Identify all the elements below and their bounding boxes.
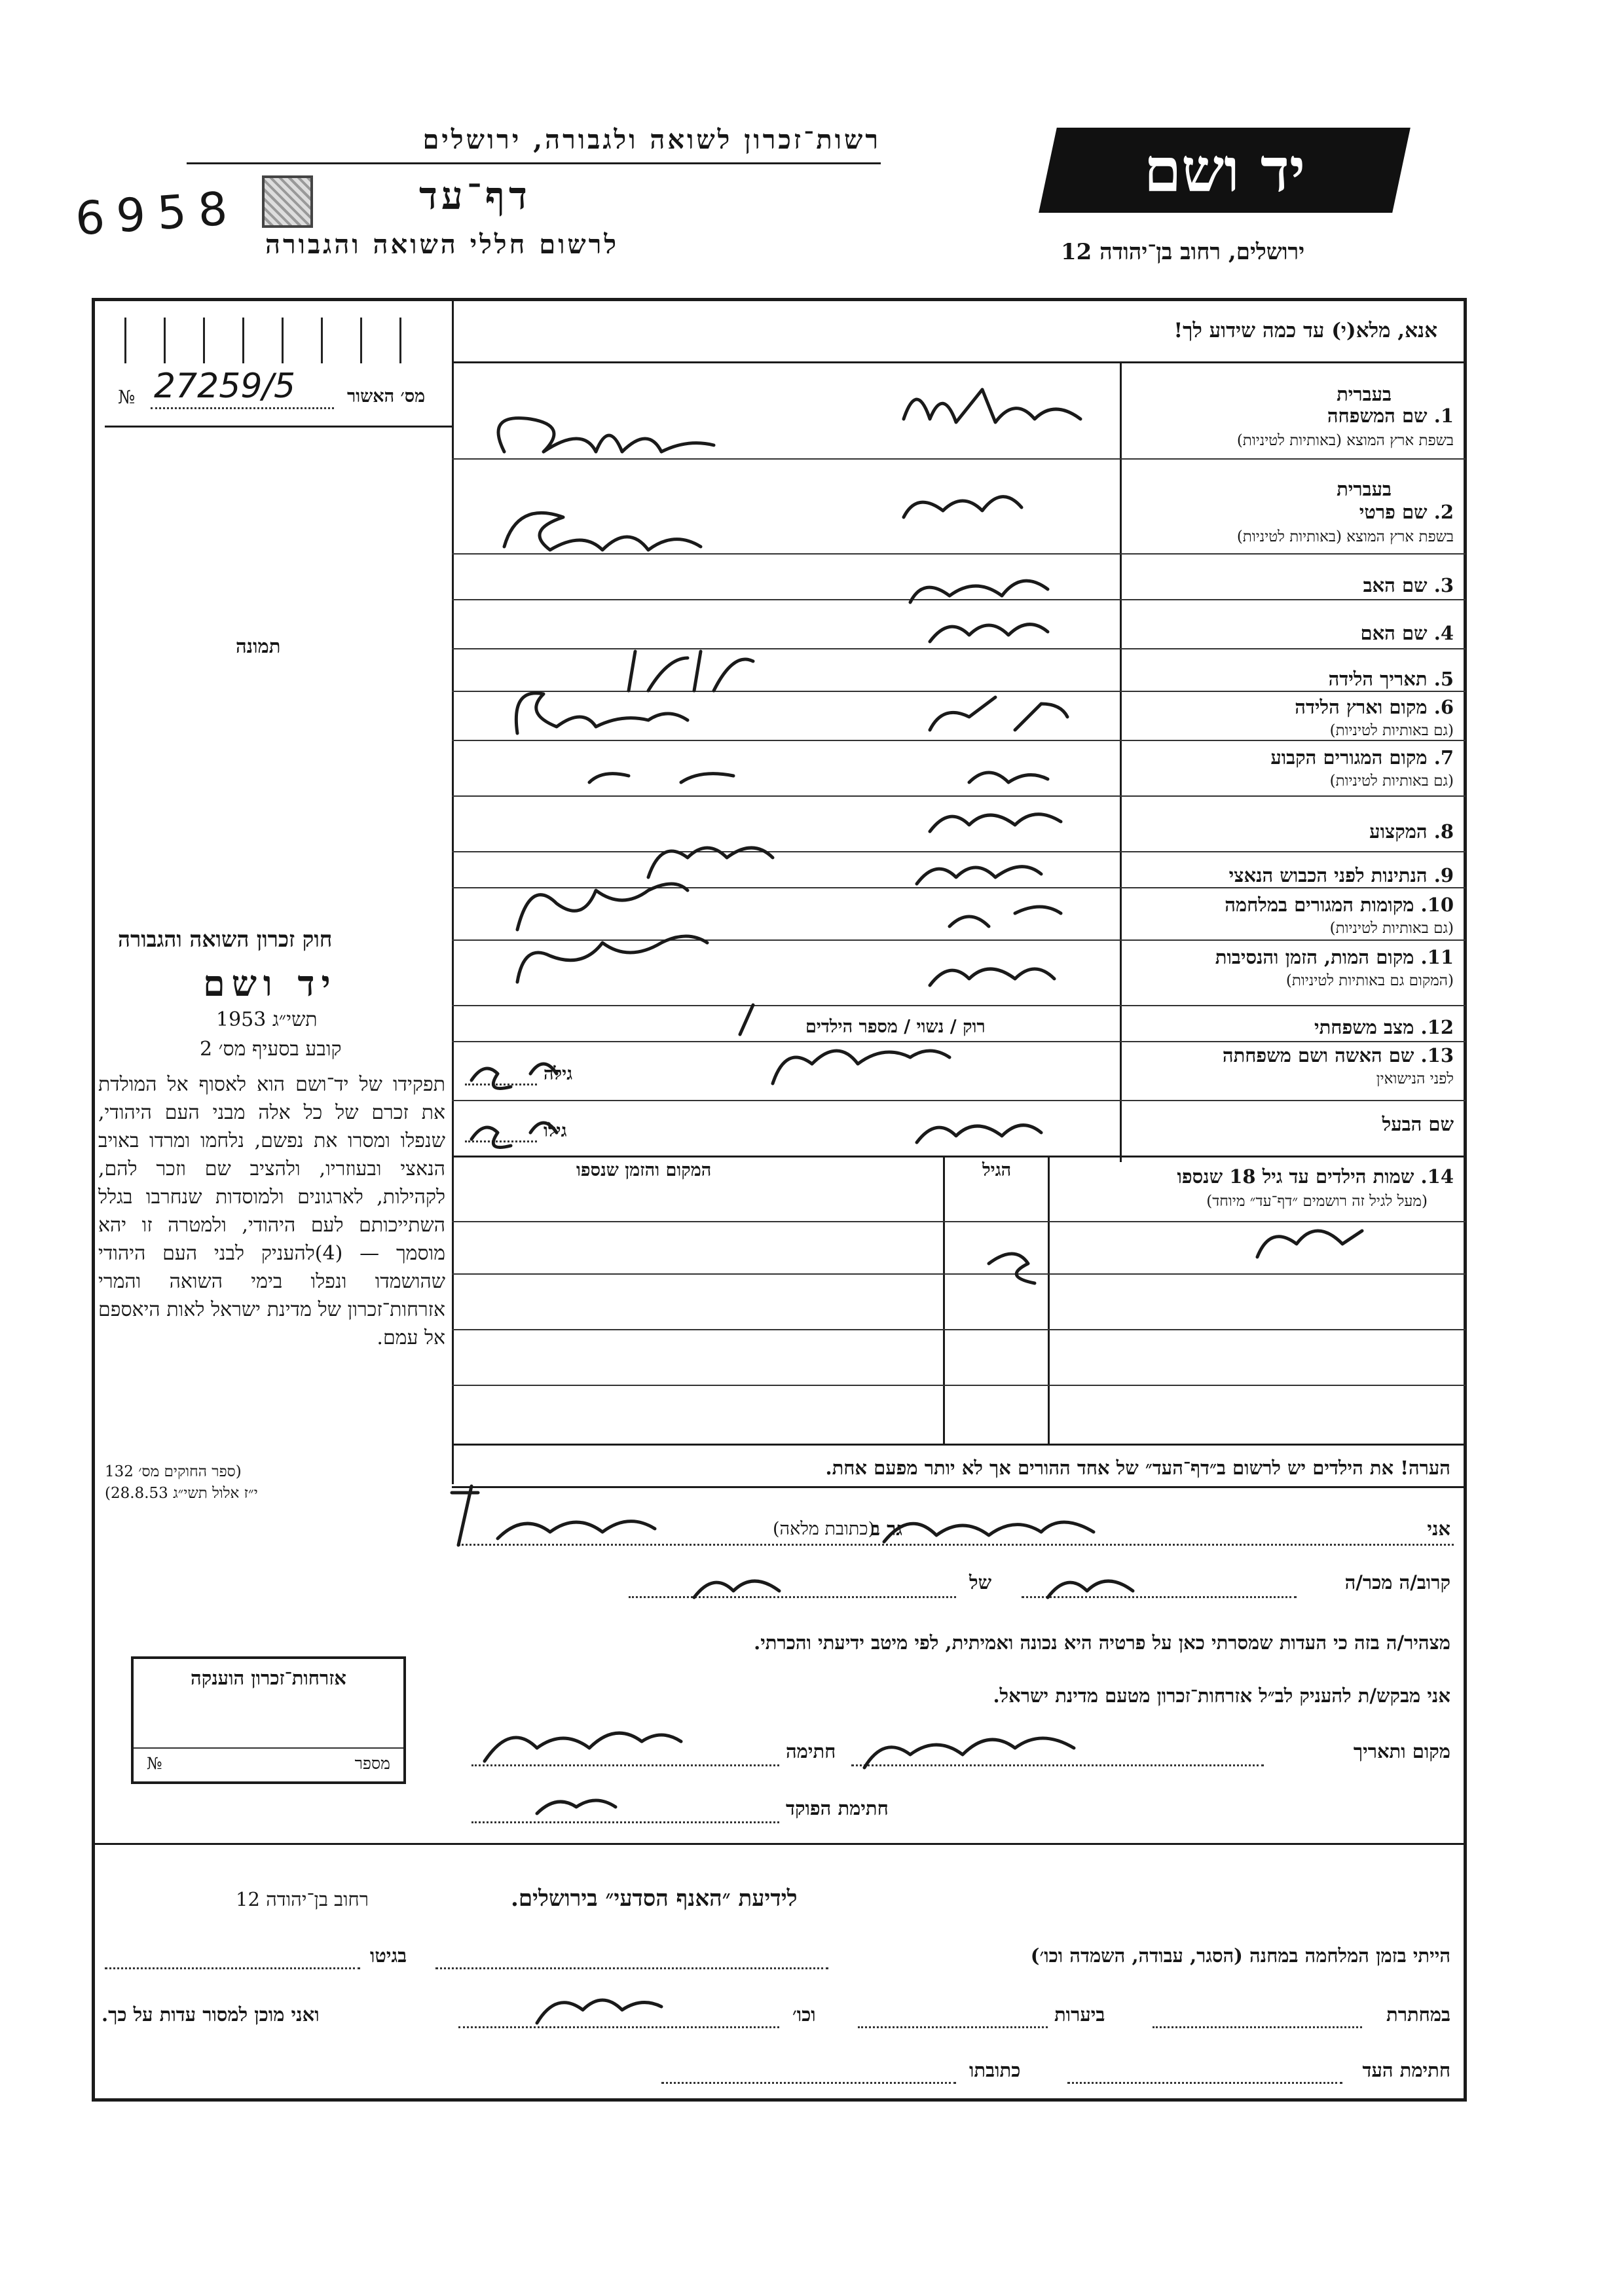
cert-no-mark: №: [118, 386, 136, 408]
law-name: יד ושם: [203, 962, 337, 1004]
law-source-2: י״ז אלול תשי״ג 28.8.53): [105, 1485, 258, 1502]
field6-label: מקום וארץ הלידה: [1295, 696, 1428, 718]
field13-sub: לפני הנישואין: [1376, 1070, 1454, 1087]
field10-num: 10.: [1420, 894, 1454, 916]
marital-options: רוק / נשוי / מספר הילדים: [805, 1017, 986, 1037]
forests-label: ביערות: [1054, 2003, 1105, 2026]
field1-sub: בשפת ארץ המוצא (באותיות לטיניות): [1236, 432, 1454, 449]
witness-address-label: כתובתו: [969, 2059, 1021, 2081]
resides-label: גר ב: [871, 1518, 902, 1540]
field11-sub: (המקום גם באותיות לטיניות): [1285, 972, 1454, 989]
field9-num: 9.: [1433, 864, 1454, 886]
law-title: חוק זכרון השואה והגבורה: [118, 926, 333, 952]
field7-label: מקום המגורים הקבוע: [1270, 746, 1428, 769]
field11-num: 11.: [1420, 946, 1454, 968]
field12-num: 12.: [1420, 1016, 1454, 1038]
law-year-greg: 1953: [216, 1008, 267, 1031]
authority-heading: רשות־זכרון לשואה ולגבורה, ירושלים: [422, 124, 881, 155]
signature-label: חתימה: [786, 1740, 836, 1762]
field7-num: 7.: [1433, 746, 1454, 769]
field8-label: המקצוע: [1369, 820, 1428, 843]
field9-label: הנתינות לפני הכבוש הנאצי: [1228, 864, 1428, 886]
etc-label: וכו׳: [792, 2003, 816, 2026]
note-text: הערה! את הילדים יש לרשום ב״דף־העד״ של אחד ההורים אך לא יותר מפעם אחת.: [825, 1457, 1450, 1479]
children-place-header: המקום והזמן שנספו: [576, 1160, 712, 1180]
field3-label: שם האב: [1363, 574, 1428, 596]
field14-label: שמות הילדים עד גיל 18 שנספו: [1177, 1165, 1414, 1188]
ghetto-label: בגיטו: [370, 1944, 407, 1967]
field14-sub: (מעל לגיל זה רושמים ״דף־עד״ מיוחד): [1206, 1193, 1428, 1210]
citizenship-number-label: מספר: [354, 1754, 390, 1773]
field4-num: 4.: [1433, 622, 1454, 644]
field1-label: שם המשפחה: [1327, 405, 1428, 427]
citizenship-no-mark: №: [147, 1754, 162, 1773]
declarant-i-label: אני: [1427, 1518, 1450, 1540]
law-clause: קובע בסעיף מס׳ 2: [200, 1038, 342, 1061]
citizenship-title: אזרחות־זכרון הוענקה: [191, 1667, 346, 1689]
field14-num: 14.: [1420, 1165, 1454, 1188]
bottom-line1: הייתי בזמן המלחמה במחנה (הסגר, עבודה, השמדה וכו׳): [1030, 1944, 1450, 1967]
field5-label: תאריך הלידה: [1328, 668, 1428, 690]
field2-sub: בשפת ארץ המוצא (באותיות לטיניות): [1236, 528, 1454, 545]
witness-sig-label: חתימת העד: [1362, 2059, 1450, 2081]
bottom-address: רחוב בן־יהודה 12: [236, 1888, 369, 1910]
wife-age-label: גילה: [544, 1064, 573, 1084]
field1-side: בעברית: [1337, 383, 1392, 405]
field13-label: שם האשה ושם משפחתה: [1222, 1044, 1414, 1066]
bottom-title: לידיעת ״האנף הסדעי״ בירושלים.: [511, 1886, 798, 1912]
law-year-heb: תשי״ג: [272, 1008, 318, 1031]
form-subtitle: לרשום חללי השואה והגבורה: [265, 229, 619, 260]
husband-label: שם הבעל: [1382, 1113, 1454, 1135]
of-label: של: [969, 1571, 992, 1594]
cert-number: 27259/5: [154, 367, 296, 406]
ready-text: ואני מוכן למסור עדות על כך.: [101, 2003, 320, 2026]
field6-sub: (גם באותיות לטיניות): [1329, 722, 1454, 739]
law-text: תפקידו של יד־ושם הוא לאסוף אל המולדת את זכרם של כל אלה מבני העם היהודי, שנפלו ומסרו את נפשם, נלחמו ומרדו באויב הנאצי ובעוזריו, ולהציב שם וזכר להם, לקהילות, לארגונים ולמוסדות שנחרבו בגלל השתייכותם לעם היהודי, ולמטרה זו יהא מוסמך — (4)להעניק לבני העם היהודי שהושמדו ונפלו בימי השואה והמרי אזרחות־זכרון של מדינת ישראל לאות היאספם אל עמם.: [98, 1073, 445, 1349]
field2-num: 2.: [1433, 501, 1454, 523]
form-title: דף־עד: [419, 173, 531, 218]
officer-label: חתימת הפוקד: [786, 1797, 889, 1819]
field10-sub: (גם באותיות לטיניות): [1329, 920, 1454, 937]
request-text: אני מבקש/ת להעניק לב״ל אזרחות־זכרון מטעם מדינת ישראל.: [993, 1685, 1450, 1707]
file-number: 6958: [73, 181, 241, 246]
children-age-header: הגיל: [982, 1160, 1012, 1180]
field3-num: 3.: [1433, 574, 1454, 596]
field12-label: מצב משפחתי: [1314, 1016, 1414, 1038]
husband-age-label: גילו: [544, 1121, 567, 1141]
field10-label: מקומות המגורים במלחמה: [1225, 894, 1414, 916]
law-source-1: (ספר החוקים מס׳ 132: [105, 1463, 242, 1480]
logo-text: יד ושם: [1143, 135, 1306, 206]
address-hint: (כתובת מלאה): [773, 1519, 876, 1539]
field11-label: מקום המות, הזמן והנסיבות: [1215, 946, 1414, 968]
field2-label: שם פרטי: [1359, 501, 1428, 523]
underground-label: במחתרת: [1386, 2003, 1450, 2026]
field8-num: 8.: [1433, 820, 1454, 843]
cert-label: מס׳ האשור: [347, 386, 426, 407]
field1-num: 1.: [1433, 405, 1454, 427]
relation-label: קרוב/ה מכר/ה: [1344, 1571, 1450, 1594]
field13-num: 13.: [1420, 1044, 1454, 1066]
field6-num: 6.: [1433, 696, 1454, 718]
field7-sub: (גם באותיות לטיניות): [1329, 773, 1454, 790]
field4-label: שם האם: [1360, 622, 1428, 644]
field2-side: בעברית: [1337, 478, 1392, 500]
place-date-label: מקום ותאריך: [1353, 1740, 1450, 1762]
declaration-text: מצהיר/ה בזה כי העדות שמסרתי כאן על פרטיה היא נכונה ואמיתית, לפי מיטב ידיעתי והכרתי.: [754, 1631, 1450, 1654]
photo-label: תמונה: [236, 635, 281, 657]
intro-text: אנא, מלא(י) עד כמה שידוע לך!: [1173, 319, 1437, 342]
header-address: ירושלים, רחוב בן־יהודה 12: [1061, 239, 1305, 265]
field5-num: 5.: [1433, 668, 1454, 690]
